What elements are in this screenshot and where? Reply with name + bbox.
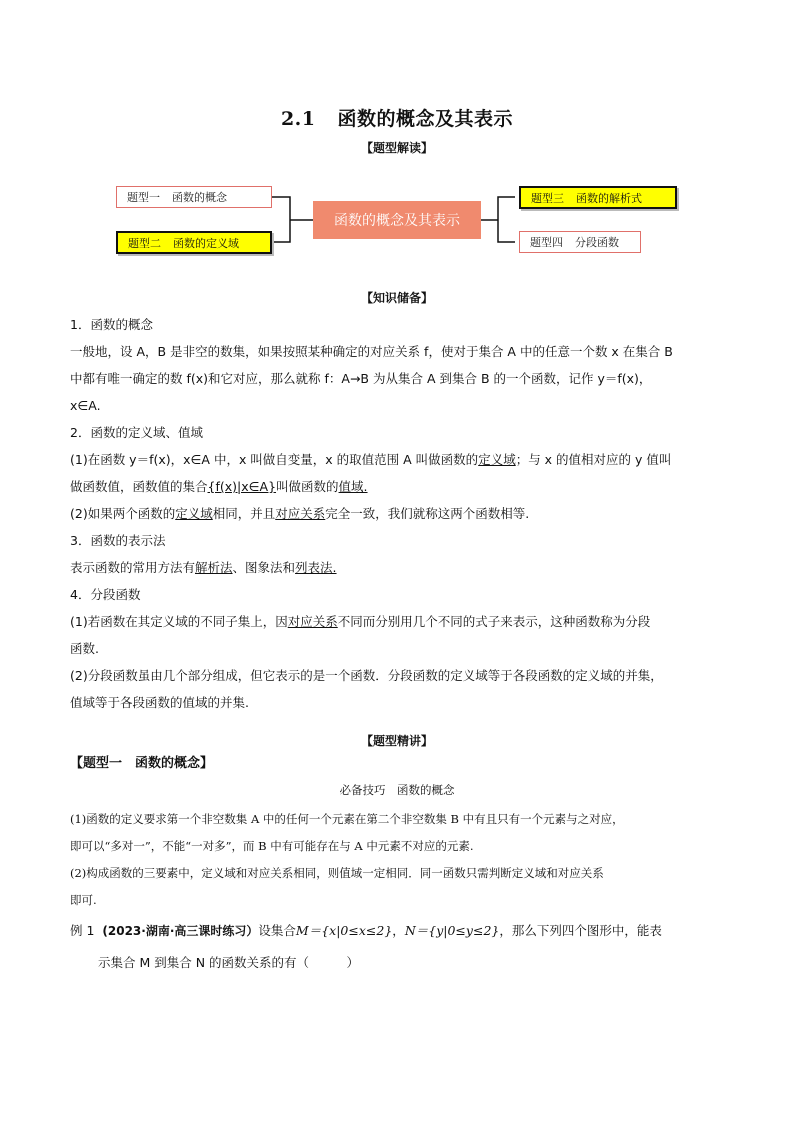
example-line-2: 示集合 M 到集合 N 的函数关系的有（ ） [98,955,360,970]
section-reading-heading: 【题型解读】 [360,141,433,155]
title-text: 函数的概念及其表示 [337,108,514,130]
right-bracket-line [498,197,515,242]
k4-line-2: 函数. [70,641,99,656]
k4-l1-a: (1)若函数在其定义域的不同子集上，因 [70,614,288,629]
k2-l2-a: 做函数值，函数值的集合 [70,479,208,494]
k2-l3-mapping: 对应关系 [275,506,326,521]
k2-heading: 2．函数的定义域、值域 [70,425,203,440]
k1-line-1: 一般地，设 A，B 是非空的数集，如果按照某种确定的对应关系 f，使对于集合 A 中的任意一个数 x 在集合 B [70,344,673,359]
k2-l1-c: ；与 x 的值相对应的 y 值叫 [515,452,672,467]
example-1 [70,915,750,978]
k1-line-3: x∈A. [70,398,101,413]
k3-line-1 [70,554,732,581]
k2-l1-a: (1)在函数 y＝f(x)，x∈A 中，x 叫做自变量，x 的取值范围 A 叫做函数的 [70,452,479,467]
node-type2-text: 函数的定义域 [173,236,239,250]
k2-l2-c: 叫做函数的 [276,479,339,494]
example-l1-a: 设集合 [258,923,296,938]
k3-analytic: 解析法 [195,560,233,575]
k2-l3-e: 完全一致，我们就称这两个函数相等. [325,506,530,521]
node-type1-text: 函数的概念 [172,191,227,204]
k2-l2-set: {f(x)|x∈A} [207,479,277,494]
mindmap-connectors [0,0,794,300]
skill-line-3: (2)构成函数的三要素中，定义域和对应关系相同，则值域一定相同．同一函数只需判断定义域和对应关系 [70,866,604,880]
k4-line-1 [70,608,732,635]
k2-line-2 [70,473,732,500]
example-line-1 [70,915,750,947]
k1-line-2: 中都有唯一确定的数 f(x)和它对应，那么就称 f：A→B 为从集合 A 到集合 B 的一个函数，记作 y＝f(x)， [70,371,652,386]
k4-line-3: (2)分段函数虽由几个部分组成，但它表示的是一个函数．分段函数的定义域等于各段函数的定义域的并集， [70,668,663,683]
k4-mapping: 对应关系 [287,614,338,629]
knowledge-block-4 [70,581,732,716]
k1-heading: 1．函数的概念 [70,317,153,332]
node-type4-text: 分段函数 [575,236,619,249]
set-m: M＝{x|0≤x≤2} [295,923,393,938]
node-type3-label: 题型三 [531,191,564,205]
left-bracket-line [272,197,290,242]
set-n: N＝{y|0≤y≤2} [404,923,500,938]
k4-heading: 4．分段函数 [70,587,141,602]
node-type2-label: 题型二 [128,236,161,250]
knowledge-block-2 [70,419,732,527]
section-lecture-heading: 【题型精讲】 [360,734,433,748]
node-type1-label: 题型一 [127,191,160,204]
k2-l3-a: (2)如果两个函数的 [70,506,176,521]
knowledge-block-3 [70,527,732,581]
example-label: 例 1 [70,923,95,938]
skill-block [70,806,732,914]
example-source: (2023·湖南·高三课时练习） [102,924,259,938]
example-sep: ， [392,923,405,938]
mindmap-node-type1 [116,186,272,208]
example-l1-b: ，那么下列四个图形中，能表 [499,923,662,938]
k4-l1-c: 不同而分别用几个不同的式子来表示，这种函数称为分段 [337,614,651,629]
node-type4-label: 题型四 [530,236,563,249]
section-knowledge-heading: 【知识储备】 [360,291,433,305]
k2-line-3 [70,500,732,527]
mindmap-center-node: 函数的概念及其表示 [313,201,481,239]
skill-line-2: 即可以“多对一”，不能“一对多”，而 B 中有可能存在与 A 中元素不对应的元素. [70,839,474,853]
skill-title: 必备技巧 函数的概念 [339,783,455,797]
skill-line-1: (1)函数的定义要求第一个非空数集 A 中的任何一个元素在第二个非空数集 B 中有且只有一个元素与之对应， [70,812,624,826]
k3-l1-a: 表示函数的常用方法有 [70,560,196,575]
mindmap-node-type3 [519,186,677,209]
k2-l2-range: 值域. [338,479,368,494]
k2-l3-domain: 定义域 [175,506,213,521]
skill-line-4: 即可. [70,893,97,907]
k2-line-1 [70,446,732,473]
k3-list: 列表法. [295,560,337,575]
k2-l3-c: 相同，并且 [212,506,276,521]
k3-heading: 3．函数的表示法 [70,533,166,548]
mindmap-node-type2 [116,231,272,254]
mindmap-node-type4 [519,231,641,253]
k4-line-4: 值域等于各段函数的值域的并集. [70,695,249,710]
type1-heading: 【题型一 函数的概念】 [70,756,214,771]
knowledge-block-1 [70,311,732,419]
node-type3-text: 函数的解析式 [576,191,642,205]
k2-l1-domain: 定义域 [478,452,516,467]
k3-l1-c: 、图象法和 [232,560,296,575]
title-number: 2.1 [280,108,316,130]
